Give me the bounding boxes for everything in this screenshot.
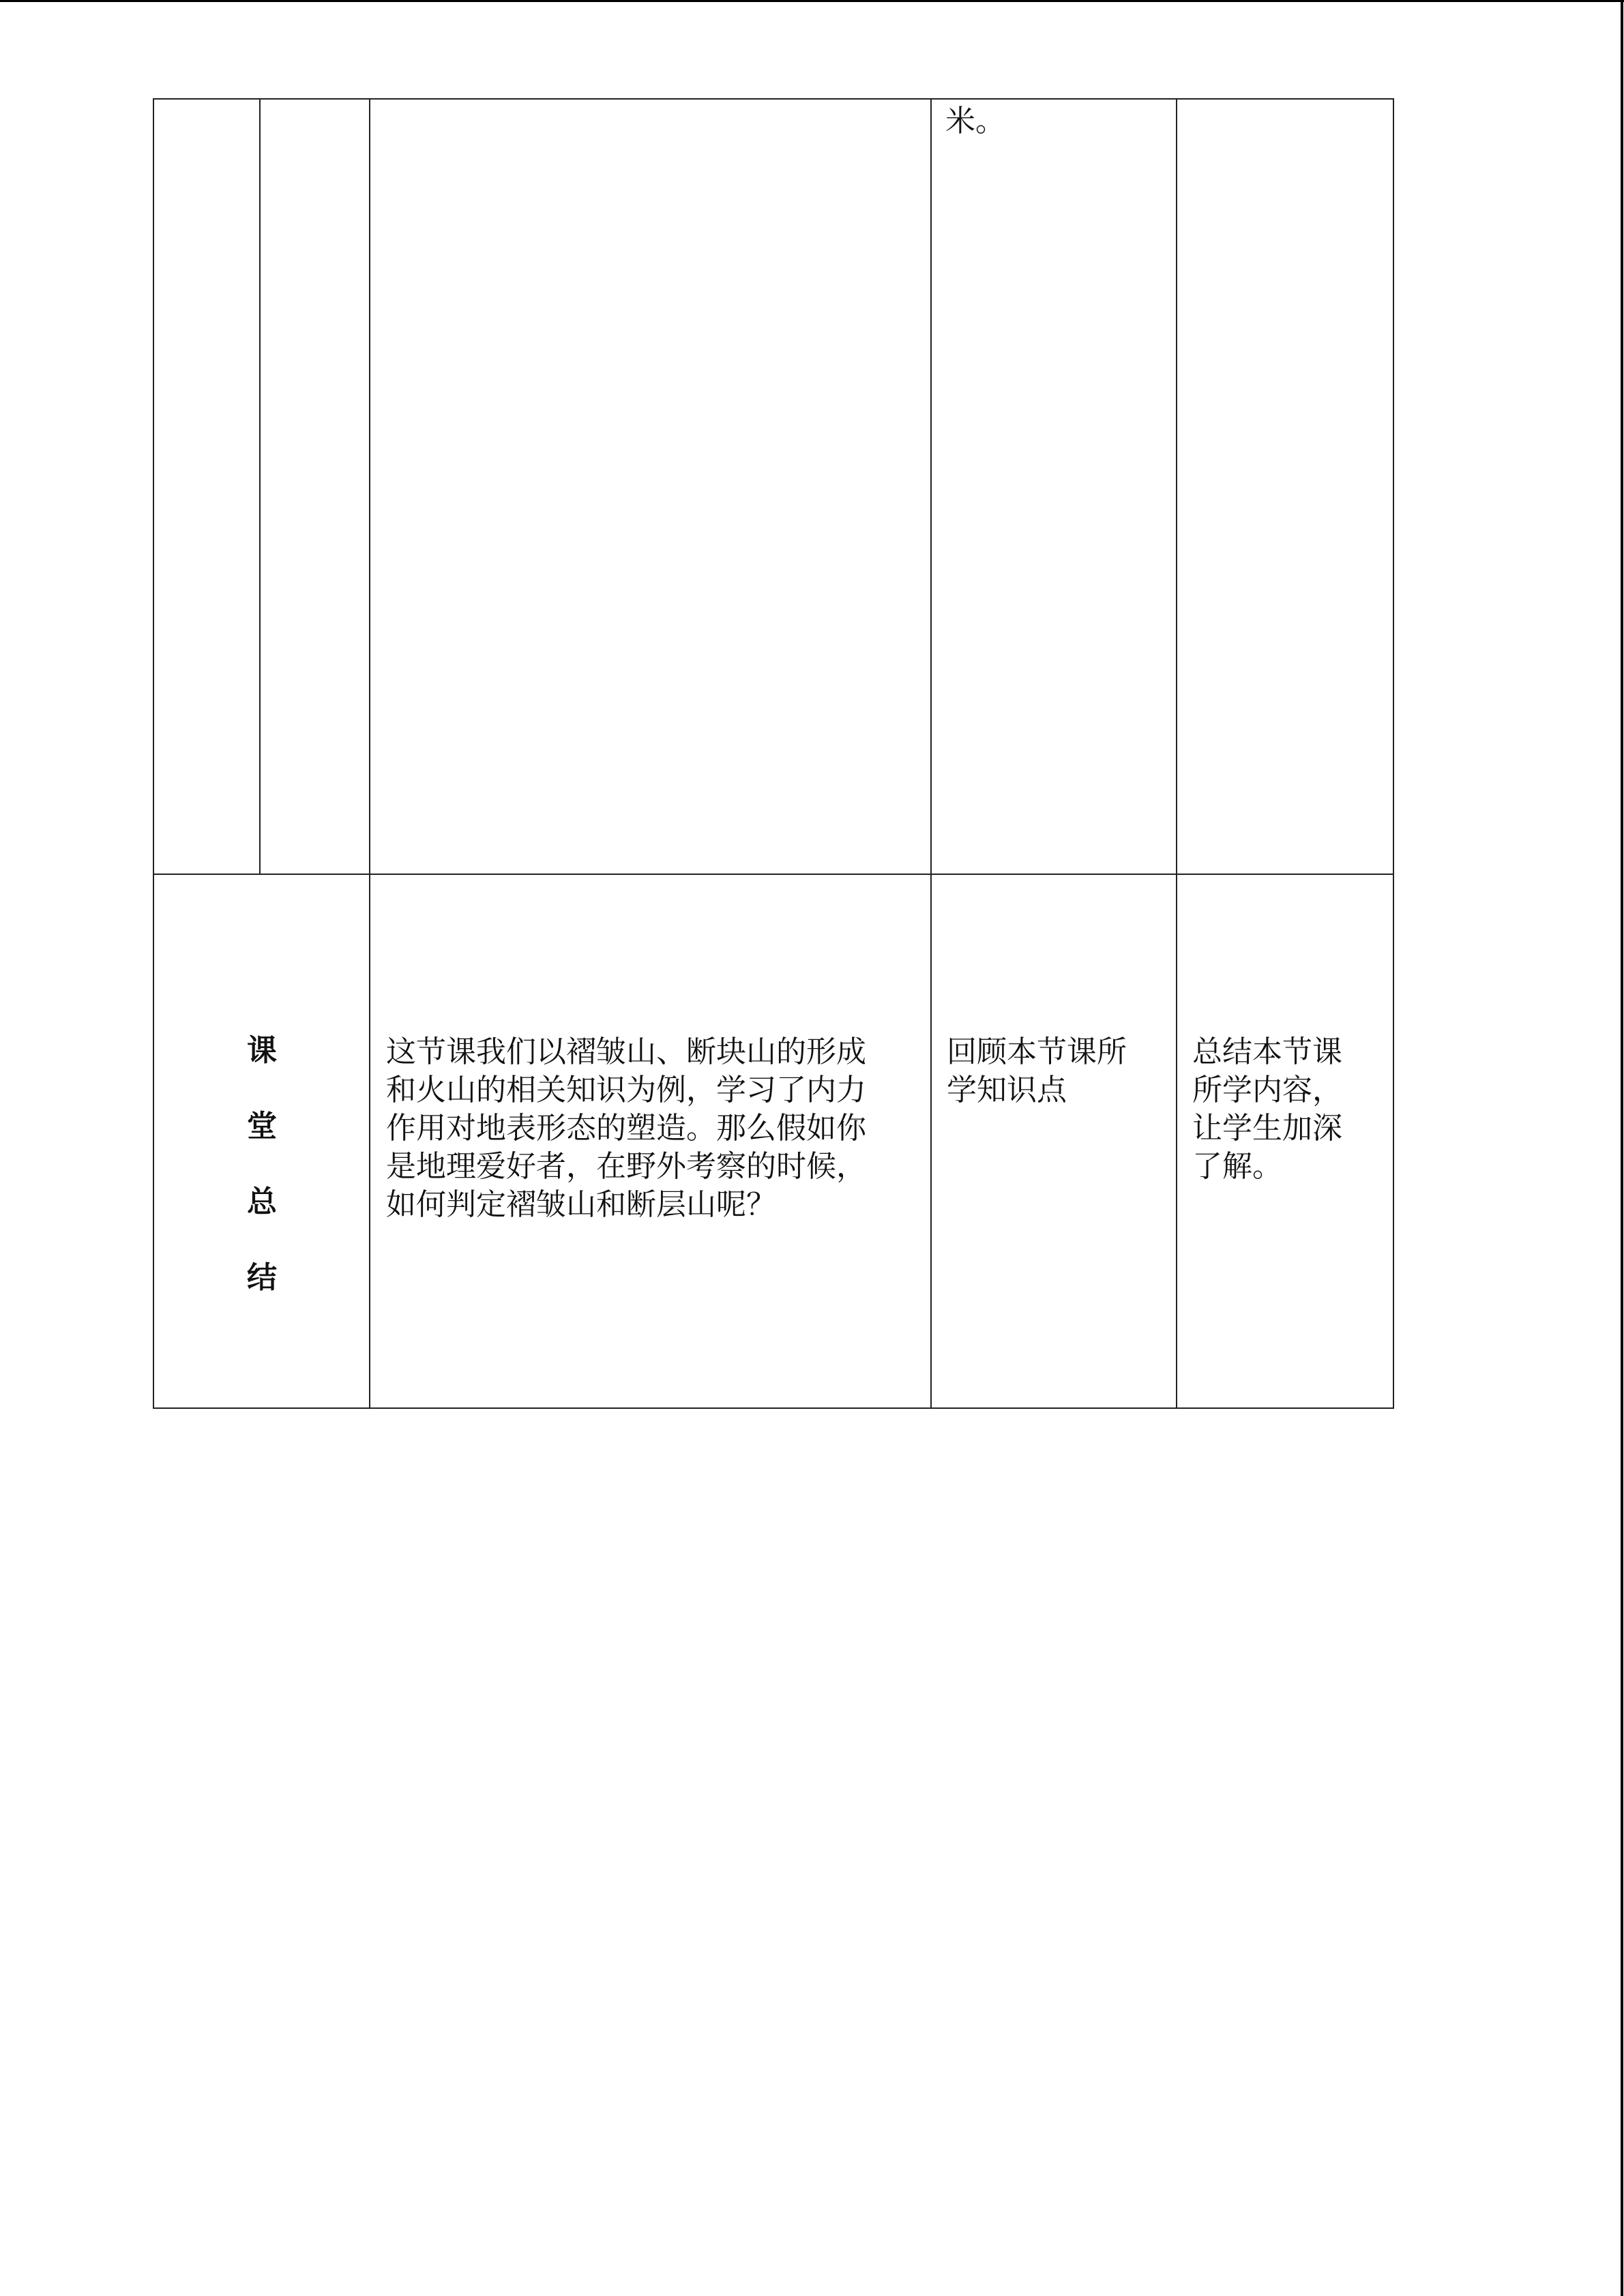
row1-student-activity-text: 米。: [945, 104, 1005, 138]
teacher-activity-text: 这节课我们以褶皱山、断块山的形成 和火山的相关知识为例，学习了内力 作用对地表形态的塑造。那么假如你 是地理爱好者，在野外考察的时候， 如何判定褶皱山和断层山呢？: [386, 1034, 866, 1222]
row-divider: [153, 874, 1394, 875]
section-label-classroom-summary: [241, 1013, 282, 1315]
table-bottom-border: [153, 1407, 1394, 1409]
table-top-border: [153, 98, 1394, 100]
section-label-char: 总: [247, 1184, 277, 1219]
table-left-border: [153, 98, 154, 1409]
page-right-edge: [1621, 0, 1623, 2296]
column-divider-2: [369, 98, 370, 1409]
section-label-char: 课: [247, 1033, 277, 1068]
section-label-char: 堂: [247, 1109, 277, 1144]
page-top-edge: [0, 0, 1624, 2]
student-activity-text: 回顾本节课所 学知识点: [947, 1034, 1127, 1107]
column-divider-3: [930, 98, 932, 1409]
section-label-char: 结: [247, 1260, 277, 1295]
design-intent-text: 总结本节课 所学内容， 让学生加深 了解。: [1192, 1034, 1342, 1184]
column-divider-4: [1176, 98, 1177, 1409]
table-right-border: [1393, 98, 1394, 1409]
column-divider-1: [259, 98, 261, 874]
